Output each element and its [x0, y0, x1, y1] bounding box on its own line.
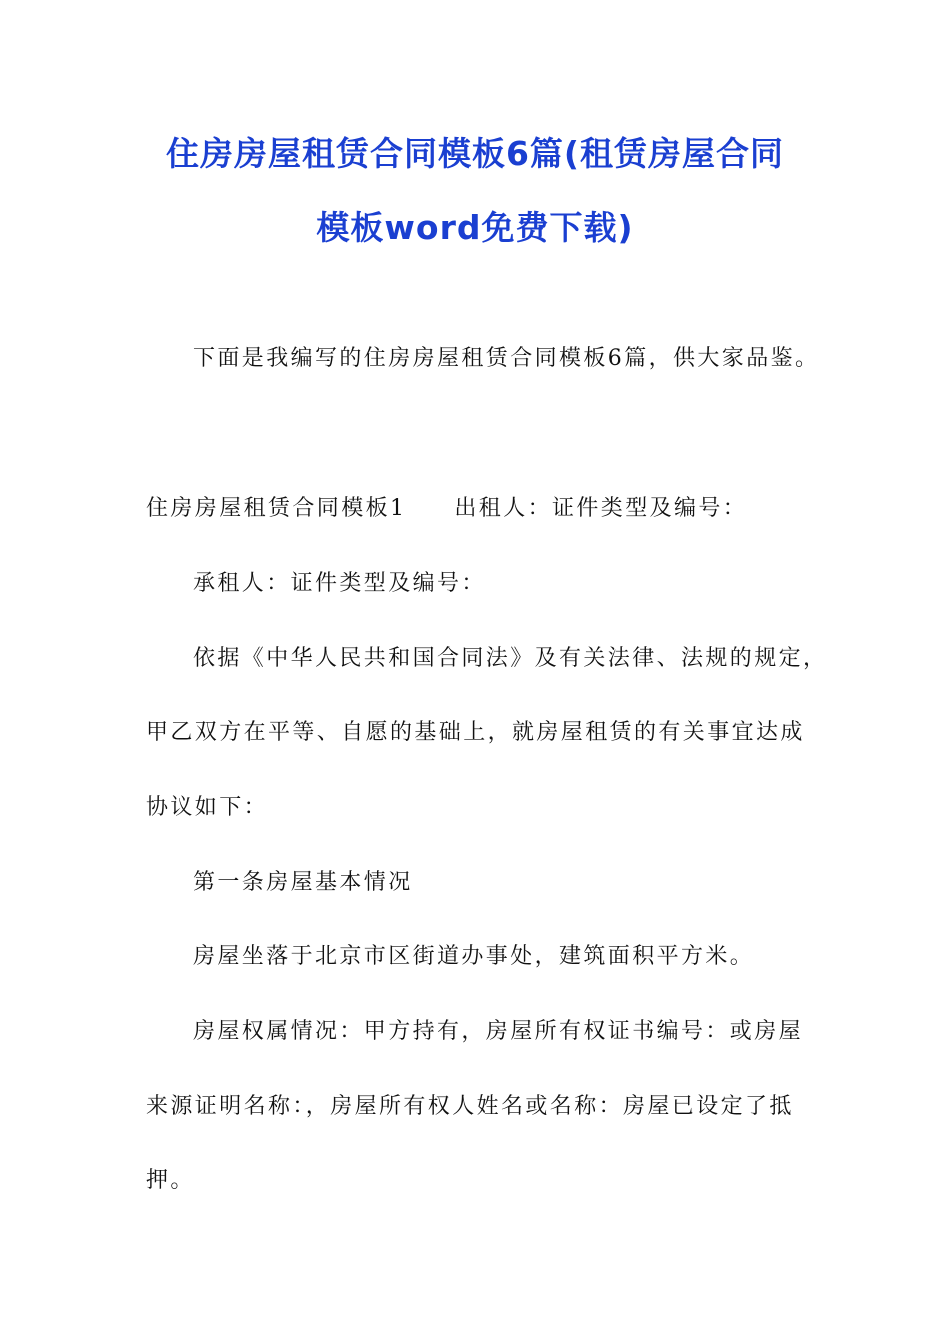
intro-paragraph: 下面是我编写的住房房屋租赁合同模板6篇，供大家品鉴。 [193, 346, 820, 371]
document-title-line-2: 模板word免费下载) [316, 208, 634, 247]
article-1-heading: 第一条房屋基本情况 [193, 870, 413, 895]
location-paragraph: 房屋坐落于北京市区街道办事处，建筑面积平方米。 [193, 944, 755, 969]
lessor-field: 出租人：证件类型及编号： [454, 496, 748, 521]
document-title-line-1: 住房房屋租赁合同模板6篇(租赁房屋合同 [165, 134, 785, 173]
section-heading-row [146, 494, 747, 524]
lessee-field: 承租人：证件类型及编号： [193, 571, 486, 596]
basis-paragraph-line-2: 甲乙双方在平等、自愿的基础上，就房屋租赁的有关事宜达成 [146, 720, 805, 745]
ownership-paragraph-line-1: 房屋权属情况：甲方持有，房屋所有权证书编号：或房屋 [193, 1019, 804, 1044]
ownership-paragraph-line-3: 押。 [146, 1168, 195, 1193]
basis-paragraph-line-1: 依据《中华人民共和国合同法》及有关法律、法规的规定， [193, 646, 828, 671]
section-heading: 住房房屋租赁合同模板1 [146, 496, 407, 521]
basis-paragraph-line-3: 协议如下： [146, 795, 269, 820]
ownership-paragraph-line-2: 来源证明名称：，房屋所有权人姓名或名称：房屋已设定了抵 [146, 1094, 794, 1119]
